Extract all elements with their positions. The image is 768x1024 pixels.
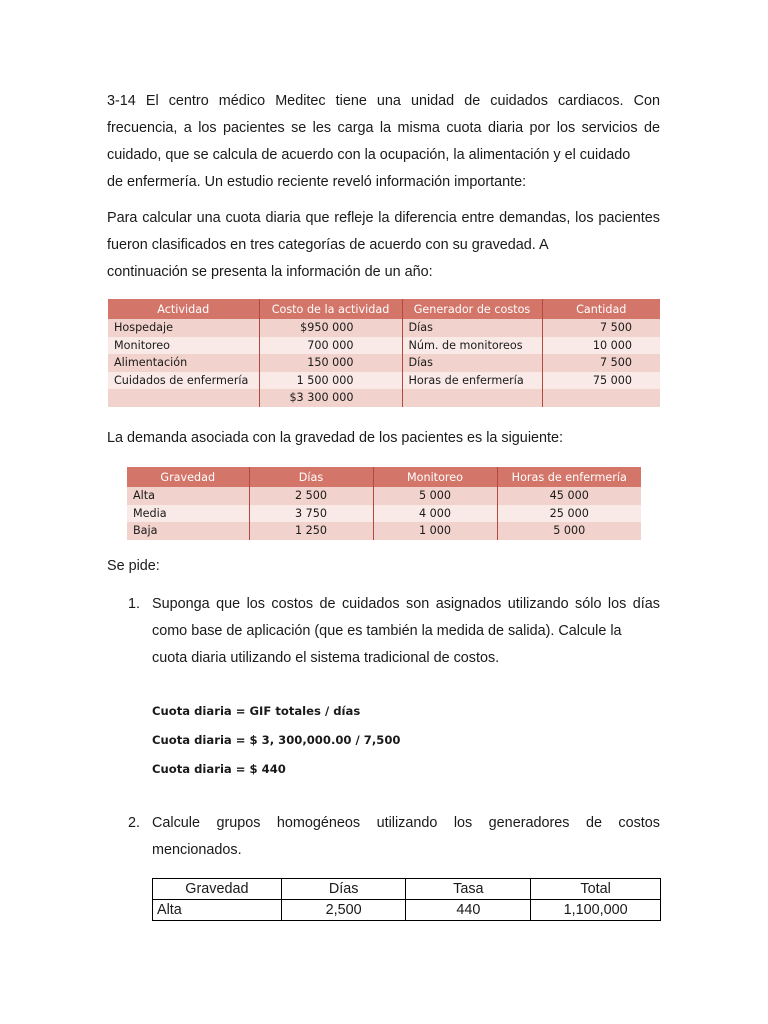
header-nursing-hours: Horas de enfermería: [497, 467, 641, 487]
header-rate: Tasa: [406, 879, 531, 900]
question-number: 1.: [128, 596, 141, 612]
demand-sentence: La demanda asociada con la gravedad de los pacientes es la siguiente:: [107, 430, 564, 446]
activity-table-header: [108, 299, 660, 319]
table-row: [127, 505, 641, 523]
table-row: [108, 319, 660, 337]
header-activity: Actividad: [108, 299, 259, 319]
formula-line-1: Cuota diaria = GIF totales / días: [152, 704, 361, 718]
table-cell: 7 500: [542, 319, 660, 337]
activity-cost-table: [108, 299, 660, 407]
table-cell: Horas de enfermería: [402, 372, 542, 390]
question-text: [152, 810, 660, 864]
table-cell: 2,500: [281, 900, 406, 921]
intro-paragraph-1: [107, 88, 660, 196]
formula-line-2: Cuota diaria = $ 3, 300,000.00 / 7,500: [152, 733, 401, 747]
header-severity: Gravedad: [153, 879, 282, 900]
table-cell: 1 500 000: [259, 372, 402, 390]
total-cost-cell: $3 300 000: [259, 389, 402, 407]
intro-paragraph-2: [107, 205, 660, 286]
table-cell: 75 000: [542, 372, 660, 390]
table-row: [127, 487, 641, 505]
table-row: [108, 354, 660, 372]
table-cell: Alimentación: [108, 354, 259, 372]
header-days: Días: [249, 467, 373, 487]
table-cell: Media: [127, 505, 249, 523]
table-cell: 4 000: [373, 505, 497, 523]
header-severity: Gravedad: [127, 467, 249, 487]
table-row: [108, 337, 660, 355]
table-cell: 45 000: [497, 487, 641, 505]
table-cell: Alta: [153, 900, 282, 921]
question-text-main: Calcule grupos homogéneos utilizando los generadores de costos: [152, 815, 660, 831]
question-text: [152, 591, 660, 672]
intro-p1-text: 3-14 El centro médico Meditec tiene una unidad de cuidados cardiacos. Con frecuencia, a los pacientes se les carga la misma cuota diaria por los servicios de cuidado, que se calcula de acuerdo con la ocupación, la alimentación y el cuidado: [107, 93, 660, 163]
table-cell: 2 500: [249, 487, 373, 505]
question-text-tail: cuota diaria utilizando el sistema tradicional de costos.: [152, 650, 500, 666]
header-monitoring: Monitoreo: [373, 467, 497, 487]
table-cell: Alta: [127, 487, 249, 505]
table-cell: 1 250: [249, 522, 373, 540]
header-days: Días: [281, 879, 406, 900]
table-cell: 1 000: [373, 522, 497, 540]
table-cell: Días: [402, 354, 542, 372]
table-cell: 700 000: [259, 337, 402, 355]
table-row: [127, 522, 641, 540]
header-quantity: Cantidad: [542, 299, 660, 319]
table-cell: 10 000: [542, 337, 660, 355]
table-row: [108, 372, 660, 390]
table-cell: 3 750: [249, 505, 373, 523]
table-cell: $950 000: [259, 319, 402, 337]
table-cell: Cuidados de enfermería: [108, 372, 259, 390]
se-pide-label: Se pide:: [107, 558, 160, 574]
result-table-header: [153, 879, 661, 900]
table-cell: 1,100,000: [531, 900, 661, 921]
table-cell: 5 000: [373, 487, 497, 505]
table-cell: [108, 389, 259, 407]
intro-p2-text: Para calcular una cuota diaria que refleje la diferencia entre demandas, los pacientes fueron clasificados en tres categorías de acuerdo con su gravedad. A: [107, 210, 660, 253]
table-cell: [542, 389, 660, 407]
table-cell: 5 000: [497, 522, 641, 540]
table-cell: 440: [406, 900, 531, 921]
severity-demand-table: [127, 467, 641, 540]
header-cost-driver: Generador de costos: [402, 299, 542, 319]
question-text-tail: mencionados.: [152, 842, 242, 858]
table-cell: Hospedaje: [108, 319, 259, 337]
header-total: Total: [531, 879, 661, 900]
intro-p2-tail: continuación se presenta la información de un año:: [107, 264, 433, 280]
header-activity-cost: Costo de la actividad: [259, 299, 402, 319]
question-number: 2.: [128, 815, 141, 831]
table-row: [153, 900, 661, 921]
table-cell: 150 000: [259, 354, 402, 372]
table-cell: Baja: [127, 522, 249, 540]
table-cell: 25 000: [497, 505, 641, 523]
table-cell: 7 500: [542, 354, 660, 372]
table-row-total: [108, 389, 660, 407]
severity-table-header: [127, 467, 641, 487]
question-text-main: Suponga que los costos de cuidados son asignados utilizando sólo los días como base de aplicación (que es también la medida de salida). Calcule la: [152, 596, 660, 639]
intro-p1-tail: de enfermería. Un estudio reciente reveló información importante:: [107, 174, 527, 190]
formula-line-3: Cuota diaria = $ 440: [152, 762, 286, 776]
result-table: [152, 878, 661, 921]
table-cell: Núm. de monitoreos: [402, 337, 542, 355]
table-cell: [402, 389, 542, 407]
table-cell: Días: [402, 319, 542, 337]
table-cell: Monitoreo: [108, 337, 259, 355]
